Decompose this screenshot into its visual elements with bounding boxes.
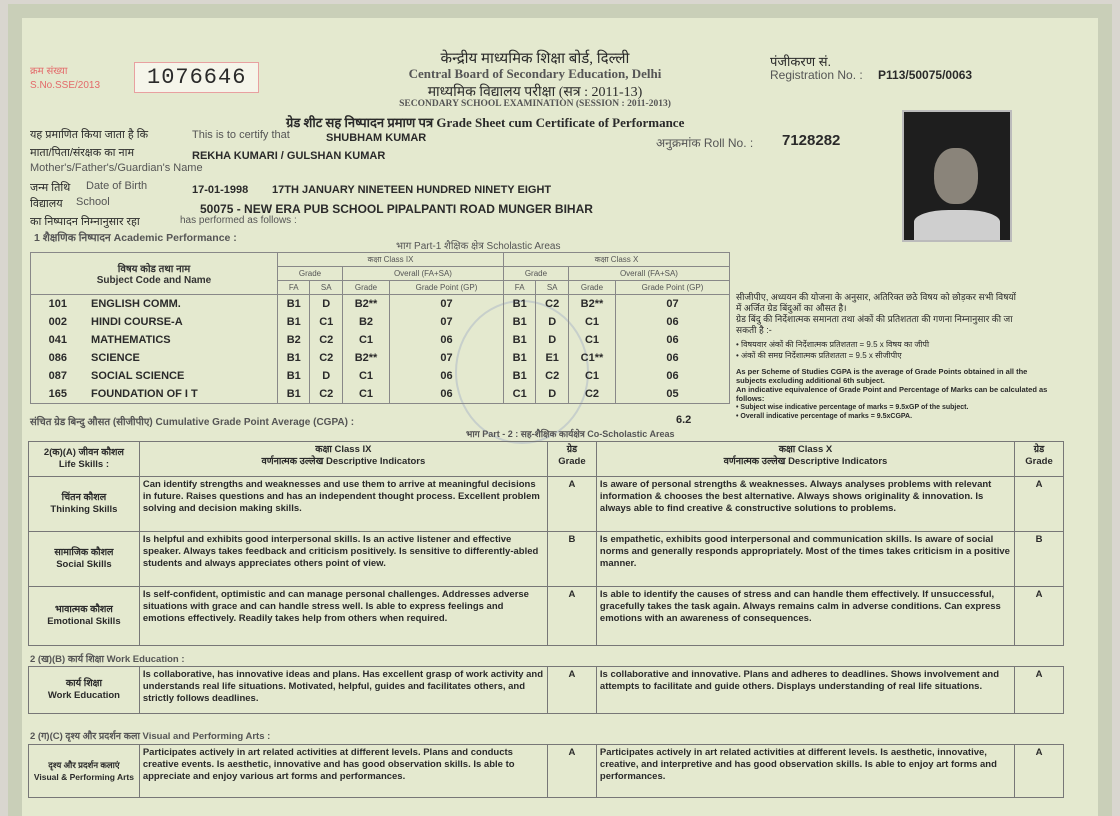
- student-name: SHUBHAM KUMAR: [326, 132, 427, 144]
- dob-words: 17TH JANUARY NINETEEN HUNDRED NINETY EIGHT: [272, 184, 552, 196]
- academic-heading: 1 शैक्षणिक निष्पादन Academic Performance :: [34, 232, 237, 244]
- x-grade-cell: E1: [536, 349, 568, 367]
- life-x-grade-header: ग्रेड Grade: [1015, 442, 1064, 477]
- life-x-header: कक्षा Class X वर्णनात्मक उल्लेख Descriptive Indicators: [596, 442, 1014, 477]
- x-grade-cell: D: [536, 331, 568, 349]
- work-ix-grade: A: [548, 667, 597, 714]
- arts-ix-text: Participates actively in art related activities at different levels. Plans and conducts creative events. Is aesthetic, innovative and has good observation skills. Is able to appreciate and enjoy various art forms and performances.: [139, 745, 547, 798]
- life-ix-grade: A: [547, 587, 596, 646]
- board-name-hi: केन्द्रीय माध्यमिक शिक्षा बोर्ड, दिल्ली: [440, 51, 630, 67]
- serial-label-hi: क्रम संख्या: [30, 66, 68, 77]
- x-grade-cell: D: [536, 313, 568, 331]
- ix-grade-header: Grade: [278, 267, 343, 281]
- ix-grade-cell: B1: [278, 295, 310, 314]
- work-education-label: कार्य शिक्षा Work Education: [29, 667, 140, 714]
- x-grade-cell: B1: [503, 331, 535, 349]
- life-ix-text: Is self-confident, optimistic and can manage personal challenges. Addresses adverse situations with grace and can handle stress well. Is able to express feelings and emotions effectively. Readily takes help from others when required.: [139, 587, 547, 646]
- x-grade-cell: 06: [616, 367, 730, 385]
- x-grade-cell: B1: [503, 313, 535, 331]
- ix-grade-cell: B1: [278, 385, 310, 404]
- registration-number: P113/50075/0063: [878, 68, 973, 82]
- x-grade-cell: B1: [503, 367, 535, 385]
- school-name: 50075 - NEW ERA PUB SCHOOL PIPALPANTI ROAD MUNGER BIHAR: [200, 202, 593, 216]
- ix-grade-cell: 07: [390, 295, 504, 314]
- ix-grade-cell: D: [310, 295, 342, 314]
- cgpa-value: 6.2: [676, 414, 692, 426]
- parents-name: REKHA KUMARI / GULSHAN KUMAR: [192, 150, 386, 162]
- work-x-grade: A: [1015, 667, 1064, 714]
- co-scholastic-heading: भाग Part - 2 : सह-शैक्षिक कार्यक्षेत्र Co-Scholastic Areas: [466, 429, 675, 439]
- certify-label-hi: यह प्रमाणित किया जाता है कि: [30, 129, 149, 141]
- subject-name: 041 MATHEMATICS: [31, 331, 278, 349]
- cgpa-label: संचित ग्रेड बिन्दु औसत (सीजीपीए) Cumulative Grade Point Average (CGPA) :: [30, 417, 355, 428]
- x-sa-header: SA: [536, 281, 568, 295]
- performed-label-hi: का निष्पादन निम्नानुसार रहा: [30, 216, 140, 228]
- x-grade-cell: 05: [616, 385, 730, 404]
- parents-label-hi: माता/पिता/संरक्षक का नाम: [30, 147, 135, 159]
- subject-row: [31, 295, 730, 314]
- ix-grade-cell: B2**: [342, 295, 389, 314]
- x-grade-cell: 06: [616, 313, 730, 331]
- life-skill-row: [29, 477, 1064, 532]
- dob-label-hi: जन्म तिथि: [30, 182, 71, 194]
- life-skills-header: 2(क)(A) जीवन कौशल Life Skills :: [29, 442, 140, 477]
- dob-value: 17-01-1998: [192, 184, 249, 196]
- scholastic-part-label: भाग Part-1 शैक्षिक क्षेत्र Scholastic Areas: [396, 241, 561, 252]
- x-fa-header: FA: [503, 281, 535, 295]
- life-ix-text: Can identify strengths and weaknesses and use them to arrive at meaningful decisions in future. Raises questions and has an independent thought process. Excellent problem solving and decision making skills.: [139, 477, 547, 532]
- x-grade-cell: C2: [536, 367, 568, 385]
- serial-number: 1076646: [134, 62, 259, 93]
- x-grade-cell: B1: [503, 295, 535, 314]
- life-x-text: Is empathetic, exhibits good interpersonal and communication skills. Is aware of social norms and generally responds appropriately. Most of the times takes criticism in a positive manner.: [596, 532, 1014, 587]
- work-education-heading: 2 (ख)(B) कार्य शिक्षा Work Education :: [30, 654, 185, 665]
- subject-name: 165 FOUNDATION OF I T: [31, 385, 278, 404]
- registration-label-hi: पंजीकरण सं.: [770, 54, 832, 69]
- ix-overall-header: Overall (FA+SA): [342, 267, 503, 281]
- ix-grade-cell: B1: [278, 349, 310, 367]
- registration-label-en: Registration No. :: [770, 68, 863, 82]
- x-grade-cell: 06: [616, 349, 730, 367]
- school-label-hi: विद्यालय: [30, 198, 63, 210]
- student-photo: [902, 110, 1012, 242]
- subject-name: 087 SOCIAL SCIENCE: [31, 367, 278, 385]
- x-gp-header: Grade Point (GP): [616, 281, 730, 295]
- subject-row: [31, 385, 730, 404]
- subject-name: 086 SCIENCE: [31, 349, 278, 367]
- life-x-grade: B: [1015, 532, 1064, 587]
- x-grade-header: Grade: [503, 267, 568, 281]
- life-skill-label: सामाजिक कौशल Social Skills: [29, 532, 140, 587]
- x-grade-cell: D: [536, 385, 568, 404]
- exam-name-hi: माध्यमिक विद्यालय परीक्षा (सत्र : 2011-13): [427, 85, 643, 100]
- school-label-en: School: [76, 196, 110, 208]
- document-title: ग्रेड शीट सह निष्पादन प्रमाण पत्र Grade Sheet cum Certificate of Performance: [286, 115, 685, 130]
- ix-fa-header: FA: [278, 281, 310, 295]
- ix-grade-cell: B2**: [342, 349, 389, 367]
- x-grade-cell: C1: [568, 367, 615, 385]
- x-overall-header: Overall (FA+SA): [568, 267, 729, 281]
- cgpa-notes: सीजीपीए, अध्ययन की योजना के अनुसार, अतिरिक्त छठे विषय को छोड़कर सभी विषयों में अर्जित ग्रेड बिंदुओं का औसत है। ग्रेड बिंदु की निर्देशात्मक समानता तथा अंकों की प्रतिशतता की गणना निम्नानुसार की जा सकती है :- • विषयवार अंकों की निर्देशात्मक प्रतिशतता = 9.5 x विषय का जीपी • अंकों की समग्र निर्देशात्मक प्रतिशतता = 9.5 x सीजीपीए As per Scheme of Studies CGPA is the average of Grade Points obtained in all the subjects excluding additional 6th subject. An indicative equivalence of Grade Point and Percentage of Marks can be calculated as follows: • Subject wise indicative percentage of marks = 9.5xGP of the subject. • Overall indicative percentage of marks = 9.5xCGPA.: [736, 292, 1048, 420]
- arts-ix-grade: A: [548, 745, 597, 798]
- ix-grade-cell: B1: [278, 367, 310, 385]
- arts-label: दृश्य और प्रदर्शन कलाएं Visual & Performing Arts: [29, 745, 140, 798]
- subject-header: विषय कोड तथा नाम Subject Code and Name: [31, 253, 278, 295]
- x-grade-cell: B2**: [568, 295, 615, 314]
- ix-grade-cell: C1: [342, 331, 389, 349]
- life-skill-row: [29, 587, 1064, 646]
- x-grade-cell: C2: [568, 385, 615, 404]
- life-x-text: Is aware of personal strengths & weaknesses. Always analyses problems with relevant information & chooses the best alternative. Always shows originality & innovation. Is always able to find creative & constructive solutions to problems.: [596, 477, 1014, 532]
- board-name-en: Central Board of Secondary Education, Delhi: [408, 66, 662, 81]
- work-education-table: [28, 666, 1064, 714]
- subject-row: [31, 331, 730, 349]
- ix-grade-cell: B2: [342, 313, 389, 331]
- life-skill-label: चिंतन कौशल Thinking Skills: [29, 477, 140, 532]
- ix-overall-grade-header: Grade: [342, 281, 389, 295]
- subject-row: [31, 367, 730, 385]
- ix-grade-cell: 07: [390, 313, 504, 331]
- ix-grade-cell: D: [310, 367, 342, 385]
- life-ix-grade: A: [547, 477, 596, 532]
- x-grade-cell: B1: [503, 349, 535, 367]
- ix-grade-cell: C2: [310, 331, 342, 349]
- x-grade-cell: C1: [568, 313, 615, 331]
- roll-label: अनुक्रमांक Roll No. :: [656, 136, 754, 150]
- ix-grade-cell: 06: [390, 367, 504, 385]
- ix-grade-cell: B1: [278, 313, 310, 331]
- life-skill-row: [29, 532, 1064, 587]
- subject-row: [31, 313, 730, 331]
- ix-grade-cell: B2: [278, 331, 310, 349]
- subject-name: 101 ENGLISH COMM.: [31, 295, 278, 314]
- ix-grade-cell: C1: [342, 367, 389, 385]
- life-ix-header: कक्षा Class IX वर्णनात्मक उल्लेख Descriptive Indicators: [139, 442, 547, 477]
- ix-grade-cell: 07: [390, 349, 504, 367]
- subject-name: 002 HINDI COURSE-A: [31, 313, 278, 331]
- ix-grade-cell: C2: [310, 349, 342, 367]
- certify-label-en: This is to certify that: [192, 129, 290, 141]
- ix-sa-header: SA: [310, 281, 342, 295]
- arts-table: [28, 744, 1064, 798]
- class-x-header: कक्षा Class X: [503, 253, 729, 267]
- scholastic-marks-table: [30, 252, 730, 404]
- life-x-grade: A: [1015, 477, 1064, 532]
- life-x-grade: A: [1015, 587, 1064, 646]
- ix-gp-header: Grade Point (GP): [390, 281, 504, 295]
- x-grade-cell: C2: [536, 295, 568, 314]
- life-ix-grade-header: ग्रेड Grade: [547, 442, 596, 477]
- x-grade-cell: 06: [616, 331, 730, 349]
- ix-grade-cell: C2: [310, 385, 342, 404]
- x-grade-cell: C1: [568, 331, 615, 349]
- x-grade-cell: C1**: [568, 349, 615, 367]
- performed-label-en: has performed as follows :: [180, 215, 297, 226]
- x-overall-grade-header: Grade: [568, 281, 615, 295]
- ix-grade-cell: C1: [310, 313, 342, 331]
- work-ix-text: Is collaborative, has innovative ideas and plans. Has excellent grasp of work activity and understands real life situations. Motivated, helpful, guides and facilitates others, and strictly follows deadlines.: [139, 667, 547, 714]
- arts-x-grade: A: [1015, 745, 1064, 798]
- parents-label-en: Mother's/Father's/Guardian's Name: [30, 162, 203, 174]
- life-ix-text: Is helpful and exhibits good interpersonal skills. Is an active listener and effective speaker. Always takes feedback and criticism positively. Is sensitive to differently-abled students and always appreciates others point of view.: [139, 532, 547, 587]
- dob-label-en: Date of Birth: [86, 180, 148, 192]
- work-x-text: Is collaborative and innovative. Plans and adheres to deadlines. Shows involvement and attempts to facilitate and guide others. Displays understanding of real life situations.: [596, 667, 1014, 714]
- serial-label-en: S.No.SSE/2013: [30, 80, 101, 91]
- life-ix-grade: B: [547, 532, 596, 587]
- exam-name-en: SECONDARY SCHOOL EXAMINATION (SESSION : 2011-2013): [399, 99, 671, 109]
- class-ix-header: कक्षा Class IX: [278, 253, 504, 267]
- ix-grade-cell: 06: [390, 331, 504, 349]
- x-grade-cell: C1: [503, 385, 535, 404]
- subject-row: [31, 349, 730, 367]
- life-x-text: Is able to identify the causes of stress and can handle them effectively. If unsuccessful, gracefully takes the task again. Always remains calm in adverse conditions. Can express emotions with an awareness of consequences.: [596, 587, 1014, 646]
- ix-grade-cell: 06: [390, 385, 504, 404]
- ix-grade-cell: C1: [342, 385, 389, 404]
- arts-heading: 2 (ग)(C) दृश्य और प्रदर्शन कला Visual and Performing Arts :: [30, 731, 271, 742]
- roll-number: 7128282: [782, 132, 841, 149]
- x-grade-cell: 07: [616, 295, 730, 314]
- life-skill-label: भावात्मक कौशल Emotional Skills: [29, 587, 140, 646]
- arts-x-text: Participates actively in art related activities at different levels. Is aesthetic, innovative, creative, and interpretive and has good observation skills. Is able to enjoy art forms and performances.: [596, 745, 1014, 798]
- life-skills-table: [28, 441, 1064, 646]
